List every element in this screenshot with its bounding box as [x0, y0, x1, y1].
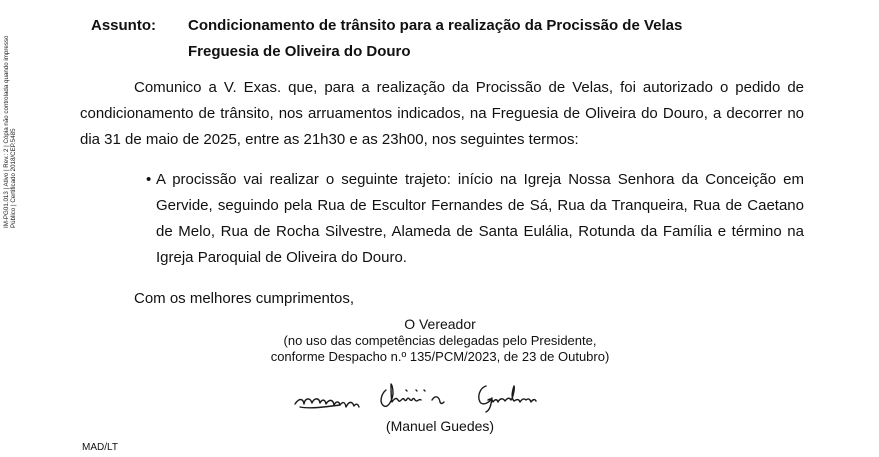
signatory-title: O Vereador: [404, 316, 476, 332]
subject-label: Assunto:: [91, 17, 156, 34]
body-paragraph: [80, 75, 804, 153]
document-reference: MAD/LT: [82, 442, 118, 453]
signatory-name: (Manuel Guedes): [385, 418, 495, 434]
closing-salutation: Com os melhores cumprimentos,: [134, 290, 355, 307]
delegation-line-1: (no uso das competências delegadas pelo Presidente,: [283, 333, 597, 348]
subject-text: [188, 13, 748, 65]
handwritten-signature: [290, 378, 590, 418]
bullet-marker: •: [146, 171, 152, 188]
document-control-line-2: Público | Certificado 2018/CEP.5485: [10, 128, 17, 228]
document-control-line-1: IM-PG01.013 | Ativo | Rev.: 2 | Cópia não controlada quando impresso: [3, 35, 10, 228]
body-paragraph-text: Comunico a V. Exas. que, para a realização da Procissão de Velas, foi autorizado o pedido de condicionamento de trânsito, nos arruamentos indicados, na Freguesia de Oliveira do Douro, a decorrer no dia 31 de maio de 2025, entre as 21h30 e as 23h00, nos seguintes termos:: [80, 79, 804, 148]
route-bullet: [146, 167, 804, 271]
route-bullet-text: A procissão vai realizar o seguinte trajeto: início na Igreja Nossa Senhora da Conceição em Gervide, seguindo pela Rua de Escultor Fernandes de Sá, Rua da Tranqueira, Rua de Caetano de Melo, Rua de Rocha Silvestre, Alameda de Santa Eulália, Rotunda da Família e término na Igreja Paroquial de Oliveira do Douro.: [156, 171, 804, 266]
delegation-line-2: conforme Despacho n.º 135/PCM/2023, de 23 de Outubro): [270, 349, 610, 364]
subject-line-2: Freguesia de Oliveira do Douro: [188, 43, 411, 60]
subject-line-1: Condicionamento de trânsito para a realização da Procissão de Velas: [188, 17, 683, 34]
signatory-block: [240, 316, 640, 365]
document-control-note: [0, 0, 24, 230]
